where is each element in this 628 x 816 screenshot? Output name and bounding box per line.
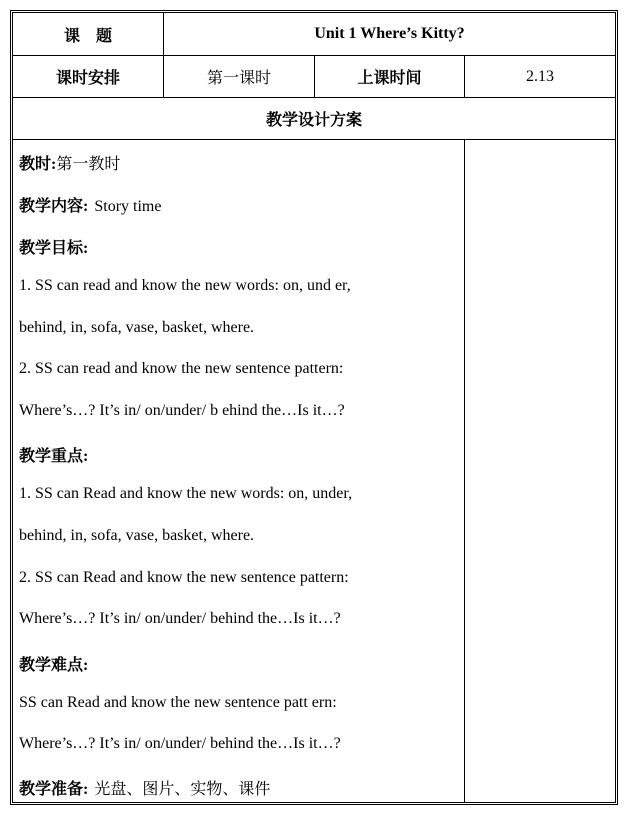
plan-title: 教学设计方案 — [265, 112, 362, 129]
content-line — [19, 193, 161, 216]
period-line — [19, 151, 120, 174]
goal1-line-a: 1. SS can read and know the new words: on, und er, — [19, 277, 351, 294]
prep-label: 教学准备: — [19, 781, 89, 798]
prep-value: 光盘、图片、实物、课件 — [94, 781, 271, 798]
row-divider — [13, 139, 615, 140]
key-label: 教学重点: — [19, 448, 89, 465]
time-label: 上课时间 — [357, 70, 422, 87]
difficult-line-a: SS can Read and know the new sentence patt ern: — [19, 694, 337, 711]
schedule-label: 课时安排 — [55, 70, 120, 87]
prep-line — [19, 776, 270, 799]
difficult-line-b: Where’s…? It’s in/ on/under/ behind the…Is it…? — [19, 735, 341, 752]
schedule-value: 第一课时 — [206, 70, 271, 87]
period-value: 第一教时 — [56, 156, 121, 173]
goal1-line-b: behind, in, sofa, vase, basket, where. — [19, 319, 255, 336]
goal2-line-a: 2. SS can read and know the new sentence pattern: — [19, 360, 344, 377]
content-label: 教学内容: — [19, 198, 89, 215]
time-value: 2.13 — [526, 67, 554, 85]
topic-value: Unit 1 Where’s Kitty? — [314, 25, 465, 42]
key2-line-a: 2. SS can Read and know the new sentence pattern: — [19, 569, 349, 586]
content-value: Story time — [94, 198, 162, 215]
goal2-line-b: Where’s…? It’s in/ on/under/ b ehind the…Is it…? — [19, 402, 345, 419]
column-divider — [464, 139, 465, 802]
key1-line-b: behind, in, sofa, vase, basket, where. — [19, 527, 255, 544]
key1-line-a: 1. SS can Read and know the new words: on, under, — [19, 485, 353, 502]
difficult-label: 教学难点: — [19, 657, 89, 674]
lesson-plan-table — [10, 10, 618, 805]
period-label: 教时: — [19, 156, 57, 173]
topic-label: 课 题 — [63, 27, 112, 45]
goals-label: 教学目标: — [19, 240, 89, 257]
key2-line-b: Where’s…? It’s in/ on/under/ behind the…Is it…? — [19, 610, 341, 627]
